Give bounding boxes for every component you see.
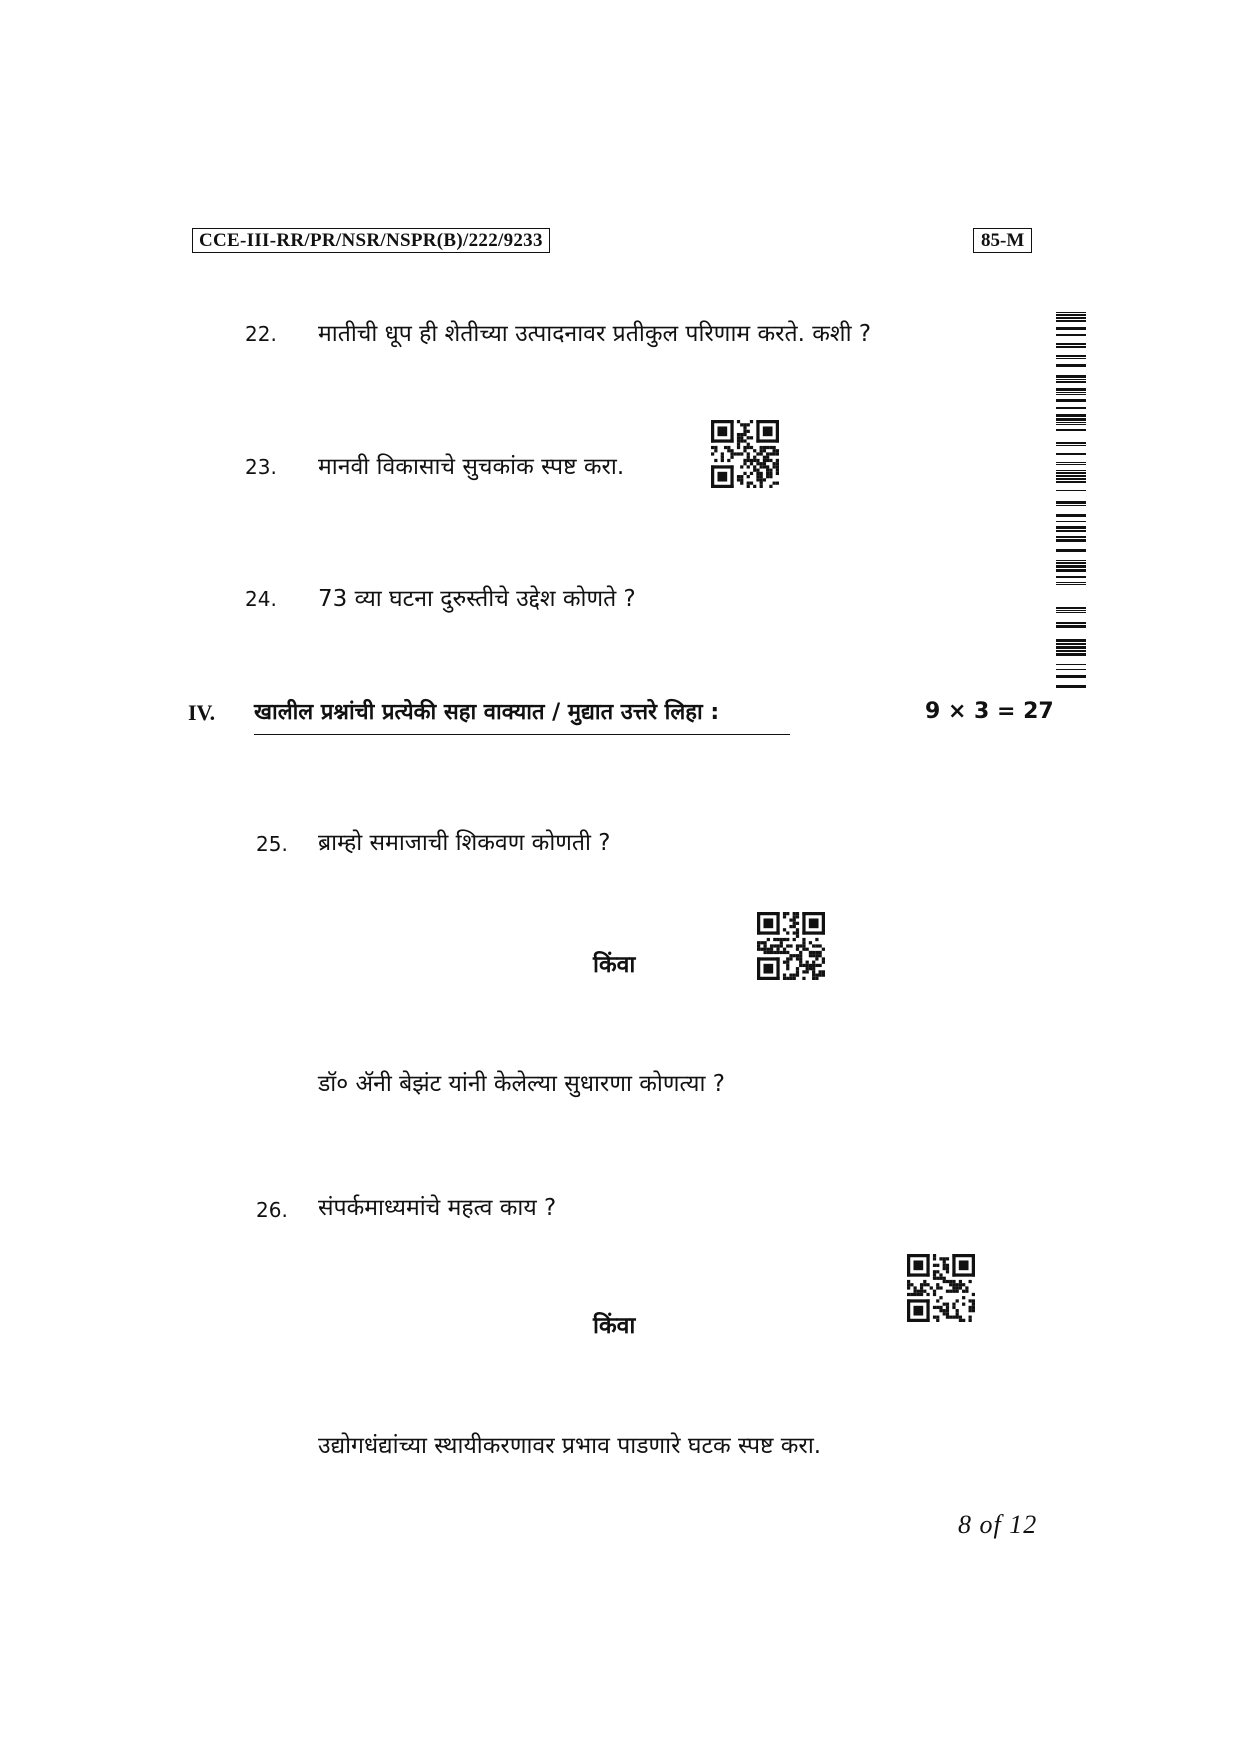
qr-code-icon <box>711 420 779 488</box>
question-text-26: संपर्कमाध्यमांचे महत्व काय ? <box>318 1195 557 1221</box>
question-text-24: 73 व्या घटना दुरुस्तीचे उद्देश कोणते ? <box>318 586 636 612</box>
section-marks: 9 × 3 = 27 <box>925 699 1054 724</box>
alternate-question-25: डॉ० ॲनी बेझंट यांनी केलेल्या सुधारणा कोणत्या ? <box>318 1071 725 1097</box>
alternate-question-26: उद्योगधंद्यांच्या स्थायीकरणावर प्रभाव पाडणारे घटक स्पष्ट करा. <box>318 1433 822 1459</box>
question-number-26: 26. <box>256 1198 288 1222</box>
qr-code-icon <box>907 1254 975 1322</box>
question-text-23: मानवी विकासाचे सुचकांक स्पष्ट करा. <box>318 454 625 480</box>
question-number-23: 23. <box>245 455 277 479</box>
barcode <box>1056 312 1086 698</box>
question-text-25: ब्राम्हो समाजाची शिकवण कोणती ? <box>318 830 611 856</box>
section-number: IV. <box>188 700 216 725</box>
question-number-22: 22. <box>245 322 277 346</box>
question-number-24: 24. <box>245 587 277 611</box>
question-number-25: 25. <box>256 832 288 856</box>
subject-code: 85-M <box>973 228 1032 253</box>
or-label-25: किंवा <box>593 952 636 978</box>
or-label-26: किंवा <box>593 1313 636 1339</box>
section-title: खालील प्रश्नांची प्रत्येकी सहा वाक्यात / मुद्यात उत्तरे लिहा : <box>254 696 790 735</box>
paper-code: CCE-III-RR/PR/NSR/NSPR(B)/222/9233 <box>192 228 550 253</box>
page-number: 8 of 12 <box>958 1510 1038 1539</box>
question-text-22: मातीची धूप ही शेतीच्या उत्पादनावर प्रतीकुल परिणाम करते. कशी ? <box>318 321 872 347</box>
qr-code-icon <box>757 912 825 980</box>
